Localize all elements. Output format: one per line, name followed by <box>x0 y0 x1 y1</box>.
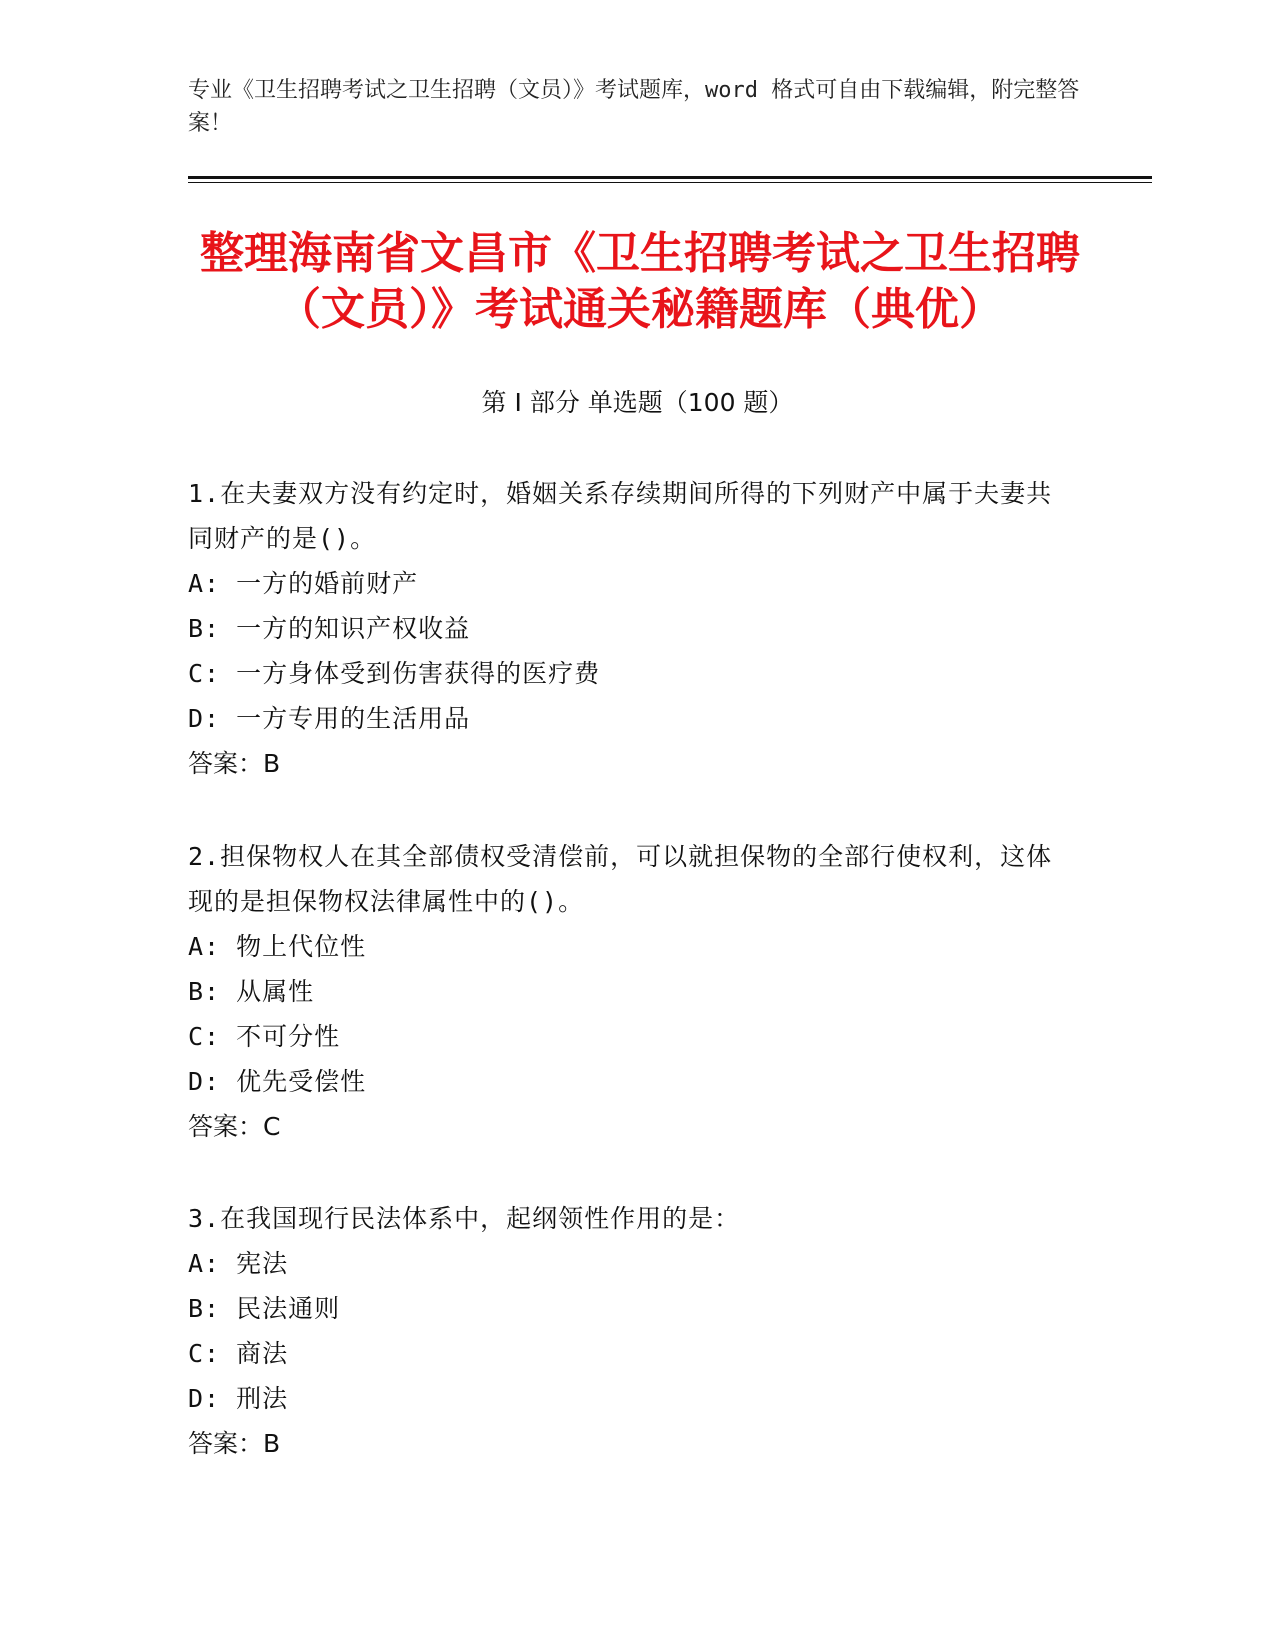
answer: 答案：B <box>188 1429 281 1458</box>
question-text: 3.在我国现行民法体系中，起纲领性作用的是： <box>188 1204 741 1233</box>
header-rule-thin <box>188 182 1152 183</box>
option-a: A: 物上代位性 <box>188 932 367 961</box>
answer: 答案：B <box>188 749 281 778</box>
option-b: B: 民法通则 <box>188 1294 341 1323</box>
question-3 <box>188 1196 1068 1466</box>
option-c: C: 一方身体受到伤害获得的医疗费 <box>188 659 601 688</box>
option-b: B: 一方的知识产权收益 <box>188 614 471 643</box>
question-1 <box>188 471 1068 786</box>
option-b: B: 从属性 <box>188 977 315 1006</box>
option-d: D: 一方专用的生活用品 <box>188 704 471 733</box>
option-d: D: 优先受偿性 <box>188 1067 367 1096</box>
header-rule-thick <box>188 176 1152 179</box>
answer: 答案：C <box>188 1112 281 1141</box>
option-d: D: 刑法 <box>188 1384 289 1413</box>
document-title: 整理海南省文昌市《卫生招聘考试之卫生招聘（文员）》考试通关秘籍题库（典优） <box>200 228 1080 335</box>
header-note: 专业《卫生招聘考试之卫生招聘（文员）》考试题库，word 格式可自由下载编辑，附完整答案！ <box>188 78 1080 136</box>
option-a: A: 一方的婚前财产 <box>188 569 419 598</box>
option-a: A: 宪法 <box>188 1249 289 1278</box>
question-text: 1.在夫妻双方没有约定时，婚姻关系存续期间所得的下列财产中属于夫妻共同财产的是()。 <box>188 479 1053 553</box>
option-c: C: 不可分性 <box>188 1022 341 1051</box>
option-c: C: 商法 <box>188 1339 289 1368</box>
section-title: 第 I 部分 单选题（100 题） <box>481 388 794 417</box>
question-2 <box>188 834 1068 1149</box>
question-text: 2.担保物权人在其全部债权受清偿前，可以就担保物的全部行使权利，这体现的是担保物权法律属性中的()。 <box>188 842 1053 916</box>
